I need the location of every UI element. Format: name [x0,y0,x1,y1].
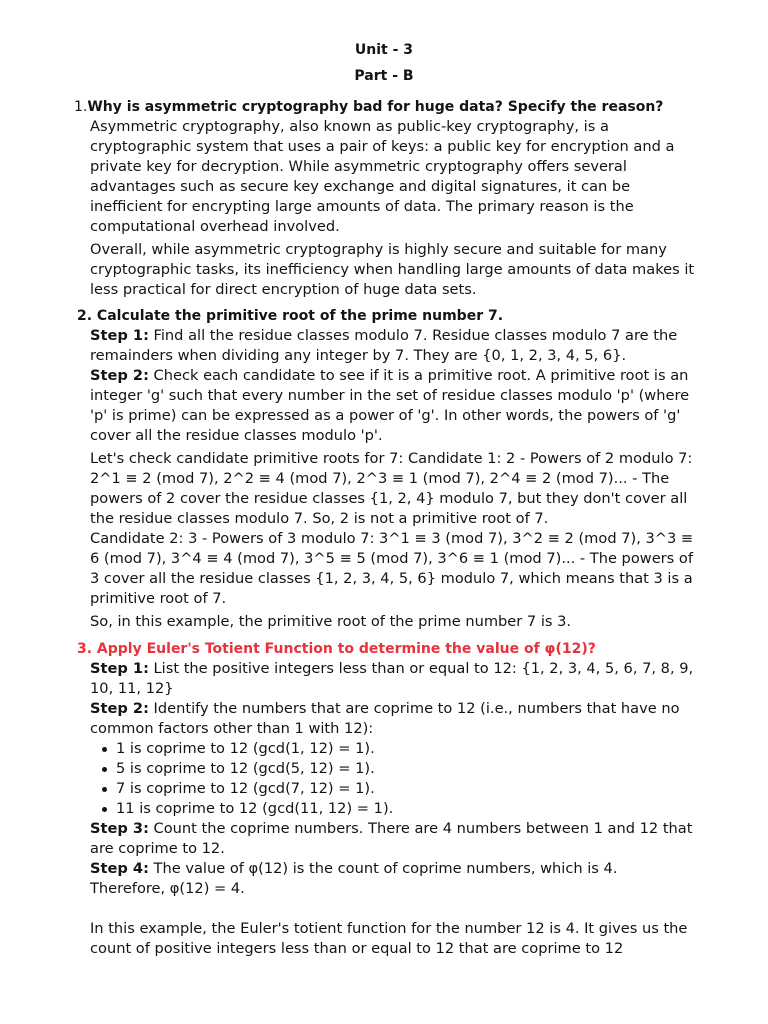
question-1-text: Why is asymmetric cryptography bad for huge data? Specify the reason? [87,99,664,115]
unit-title: Unit - 3 [354,42,414,58]
list-item: 1 is coprime to 12 (gcd(1, 12) = 1). [90,739,700,759]
list-item: 5 is coprime to 12 (gcd(5, 12) = 1). [90,759,700,779]
q3-step-2-label: Step 2: [90,700,149,717]
answer-3 [90,659,700,959]
q3-conclusion: In this example, the Euler's totient function for the number 12 is 4. It gives us the count of positive integers less than or equal to 12 that are coprime to 12 [90,920,688,957]
list-item: 7 is coprime to 12 (gcd(7, 12) = 1). [90,779,700,799]
q2-step-1-text: Find all the residue classes modulo 7. Residue classes modulo 7 are the remainders when dividing any integer by 7. They are {0, 1, 2, 3, 4, 5, 6}. [90,327,678,364]
q3-step-4-label: Step 4: [90,860,149,877]
q2-candidate-2: Candidate 2: 3 - Powers of 3 modulo 7: 3^1 ≡ 3 (mod 7), 3^2 ≡ 2 (mod 7), 3^3 ≡ 6 (mod 7), 3^4 ≡ 4 (mod 7), 3^5 ≡ 5 (mod 7), 3^6 ≡ 1 (mod 7)... - The powers of 3 cover all the residue classes {1, 2, 3, 4, 5, 6} modulo 7, which means that 3 is a primitive root of 7. [90,530,694,607]
question-3-heading: 3. Apply Euler's Totient Function to determine the value of φ(12)? [77,641,596,657]
q3-step-4-text: The value of φ(12) is the count of coprime numbers, which is 4. [148,860,618,877]
list-item: 11 is coprime to 12 (gcd(11, 12) = 1). [90,799,700,819]
question-2-heading: 2. Calculate the primitive root of the prime number 7. [77,308,504,324]
part-title: Part - B [354,68,414,84]
q3-step-4 [90,859,700,879]
q3-therefore: Therefore, φ(12) = 4. [90,880,245,897]
q2-step-1 [90,326,700,366]
answer-1-paragraph-2: Overall, while asymmetric cryptography is highly secure and suitable for many cryptographic tasks, its inefficiency when handling large amounts of data makes it less practical for direct encryption of huge data sets. [90,241,695,298]
coprime-list [90,739,700,819]
answer-2 [90,326,700,632]
question-1-heading [74,97,663,117]
q3-step-2-text: Identify the numbers that are coprime to 12 (i.e., numbers that have no common factors other than 1 with 12): [90,700,680,737]
q3-step-1-text: List the positive integers less than or equal to 12: {1, 2, 3, 4, 5, 6, 7, 8, 9, 10, 11, 12} [90,660,694,697]
q2-candidate-1: Let's check candidate primitive roots for 7: Candidate 1: 2 - Powers of 2 modulo 7: 2^1 ≡ 2 (mod 7), 2^2 ≡ 4 (mod 7), 2^3 ≡ 1 (mod 7), 2^4 ≡ 2 (mod 7)... - The powers of 2 cover the residue classes {1, 2, 4} modulo 7, but they don't cover all the residue classes modulo 7. So, 2 is not a primitive root of 7. [90,450,693,527]
q3-step-3-label: Step 3: [90,820,149,837]
q2-step-2-label: Step 2: [90,367,149,384]
answer-1 [90,117,700,300]
q2-conclusion: So, in this example, the primitive root of the prime number 7 is 3. [90,613,572,630]
q3-step-1 [90,659,700,699]
q2-step-2-text: Check each candidate to see if it is a primitive root. A primitive root is an integer 'g' such that every number in the set of residue classes modulo 'p' (where 'p' is prime) can be expressed as a power of 'g'. In other words, the powers of 'g' cover all the residue classes modulo 'p'. [90,367,690,444]
q2-step-2 [90,366,700,446]
question-1-number: 1. [74,99,88,115]
q2-step-1-label: Step 1: [90,327,149,344]
q3-step-2 [90,699,700,739]
answer-1-paragraph-1: Asymmetric cryptography, also known as public-key cryptography, is a cryptographic system that uses a pair of keys: a public key for encryption and a private key for decryption. While asymmetric cryptography offers several advantages such as secure key exchange and digital signatures, it can be inefficient for encrypting large amounts of data. The primary reason is the computational overhead involved. [90,118,675,235]
q3-step-3-text: Count the coprime numbers. There are 4 numbers between 1 and 12 that are coprime to 12. [90,820,693,857]
q3-step-1-label: Step 1: [90,660,149,677]
q3-step-3 [90,819,700,859]
